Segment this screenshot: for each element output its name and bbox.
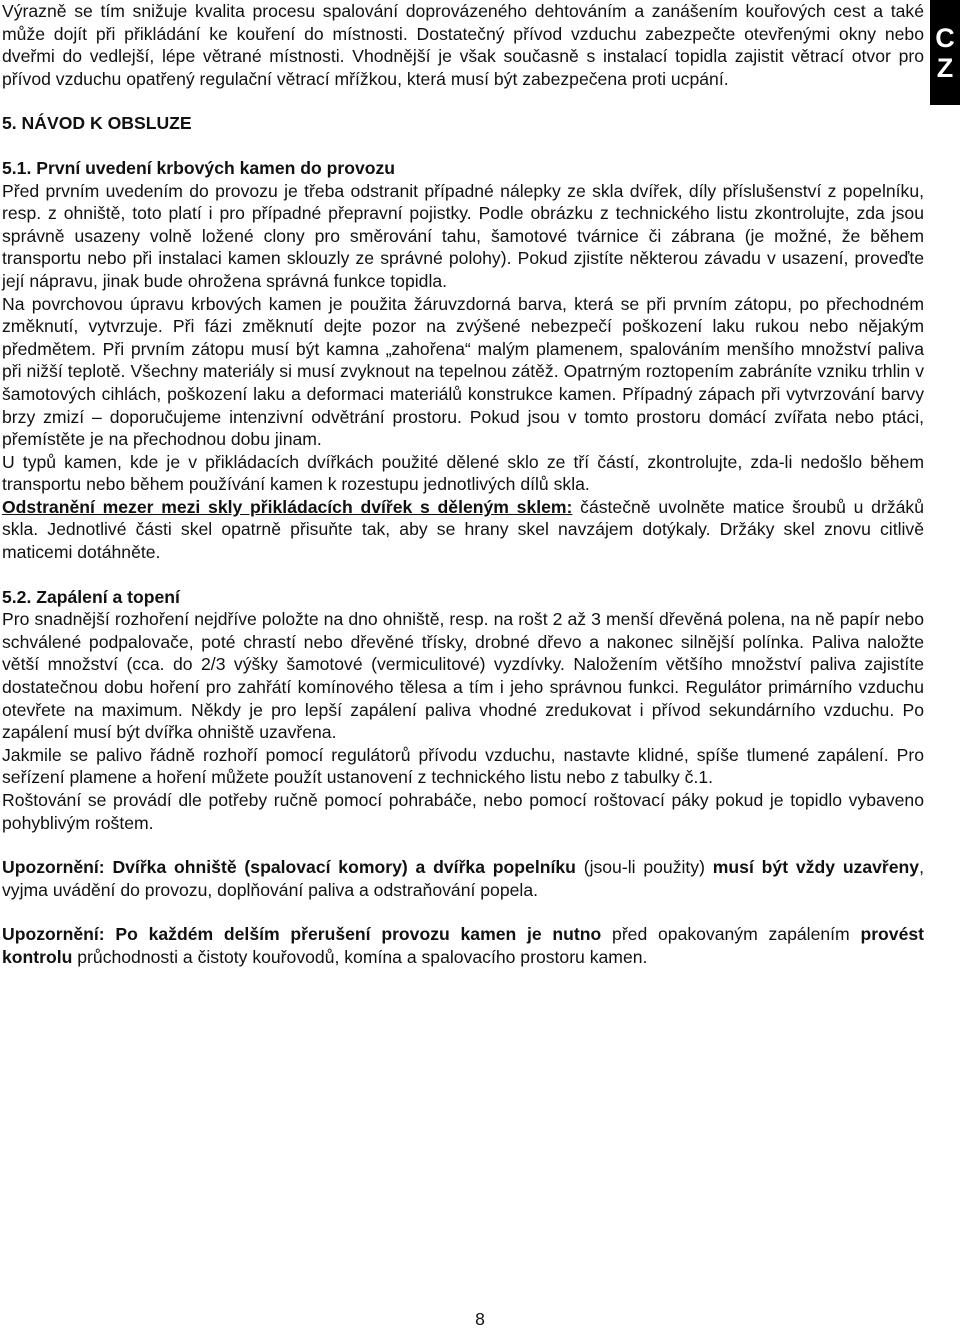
section-5-2-title: 5.2. Zapálení a topení [2,586,180,607]
warning-doors-closed [2,856,924,901]
section-5-2-paragraph-2: Jakmile se palivo řádně rozhoří pomocí regulátorů přívodu vzduchu, nastavte klidné, spíše tlumené zapálení. Pro seřízení plamene a hoření můžete použít ustanovení z technického listu nebo z tabulky č.1. [2,744,924,788]
warning-2-text-a: před opakovaným zapálením [601,924,861,945]
section-5-1-paragraph-2: Na povrchovou úpravu krbových kamen je použita žáruvzdorná barva, která se při prvním zátopu, po přechodném změknutí, vytvrzuje. Při fázi změknutí dejte pozor na zvýšené nebezpečí poškození laku rukou nebo nějakým předmětem. Při prvním zátopu musí být kamna „zahořena“ malým plamenem, spalováním menšího množství paliva při nižší teplotě. Všechny materiály si musí zvyknout na tepelnou zátěž. Opatrným roztopením zabráníte vzniku trhlin v šamotových cihlách, poškození laku a deformaci materiálů konstrukce kamen. Případný zápach při vytvrzování barvy brzy zmizí – doporučujeme intenzivní odvětrání prostoru. Pokud jsou v tomto prostoru domácí zvířata nebo ptáci, přemístěte je na přechodnou dobu jinam. [2,293,924,450]
warning-2-bold-b: provést kontrolu [2,924,925,967]
document-body [2,0,924,969]
language-letter-c: C [935,22,955,53]
language-tab [930,0,960,105]
language-letter-z: Z [936,52,954,83]
section-5-1-paragraph-4 [2,496,924,564]
warning-2-bold-a: Upozornění: Po každém delším přerušení provozu kamen je nutno [2,924,602,945]
gap-removal-text: částečně uvolněte matice šroubů u držáků skla. Jednotlivé části skel opatrně přisuňte tak, aby se hrany skel navzájem dotýkaly. Držáky skel znovu citlivě maticemi dotáhněte. [2,496,924,563]
page-number: 8 [475,1309,485,1329]
intro-paragraph: Výrazně se tím snižuje kvalita procesu spalování doprovázeného dehtováním a zanášením kouřových cest a také může dojít při přikládání ke kouření do místnosti. Dostatečný přívod vzduchu zabezpečte otevřenými okny nebo dveřmi do vedlejší, lépe větrané místnosti. Vhodnější je však současně s instalací topidla zajistit větrací otvor pro přívod vzduchu opatřený regulační větrací mřížkou, která musí být zabezpečena proti ucpání. [2,1,924,89]
section-5-1-paragraph-1: Před prvním uvedením do provozu je třeba odstranit případné nálepky ze skla dvířek, díly příslušenství z popelníku, resp. z ohniště, toto platí i pro případné přepravní pojistky. Podle obrázku z technického listu zkontrolujte, zda jsou správně usazeny volně ložené clony pro směrování tahu, šamotové tvárnice či zábrana (je možné, že během transportu nebo při instalaci kamen sklouzly ze správné polohy). Pokud zjistíte některou závadu v usazení, proveďte její nápravu, jinak bude ohrožena správná funkce topidla. [2,180,924,291]
warning-1-text-b: , vyjma uvádění do provozu, doplňování paliva a odstraňování popela. [2,857,924,900]
gap-removal-heading: Odstranění mezer mezi skly přikládacích dvířek s děleným sklem: [2,496,573,517]
section-5-1-title: 5.1. První uvedení krbových kamen do provozu [2,157,396,178]
section-5-2-paragraph-1: Pro snadnější rozhoření nejdříve položte na dno ohniště, resp. na rošt 2 až 3 menší dřevěná polena, na ně papír nebo schválené podpalovače, poté chrastí nebo dřevěné třísky, drobné dřevo a nakonec silnější polínka. Paliva naložte větší množství (cca. do 2/3 výšky šamotové (vermiculitové) vyzdívky. Naložením většího množství paliva zajistíte dostatečnou dobu hoření pro zahřátí komínového tělesa a tím i jeho správnou funkci. Regulátor primárního vzduchu otevřete na maximum. Někdy je pro lepší zapálení paliva vhodné zredukovat i přívod sekundárního vzduchu. Po zapálení musí být dvířka ohniště uzavřena. [2,609,924,743]
warning-inspection [2,923,924,968]
warning-2-text-b: průchodnosti a čistoty kouřovodů, komína a spalovacího prostoru kamen. [72,946,648,967]
section-5-1-paragraph-3: U typů kamen, kde je v přikládacích dvířkách použité dělené sklo ze tří částí, zkontrolujte, zda-li nedošlo během transportu nebo během používání kamen k rozestupu jednotlivých dílů skla. [2,451,924,495]
section-5-2-paragraph-3: Roštování se provádí dle potřeby ručně pomocí pohrabáče, nebo pomocí roštovací páky pokud je topidlo vybaveno pohyblivým roštem. [2,790,924,833]
warning-1-bold-a: Upozornění: Dvířka ohniště (spalovací komory) a dvířka popelníku [2,857,576,878]
warning-1-text-a: (jsou-li použity) [575,857,713,878]
warning-1-bold-b: musí být vždy uzavřeny [712,857,920,878]
section-5-title: 5. NÁVOD K OBSLUZE [2,113,192,134]
